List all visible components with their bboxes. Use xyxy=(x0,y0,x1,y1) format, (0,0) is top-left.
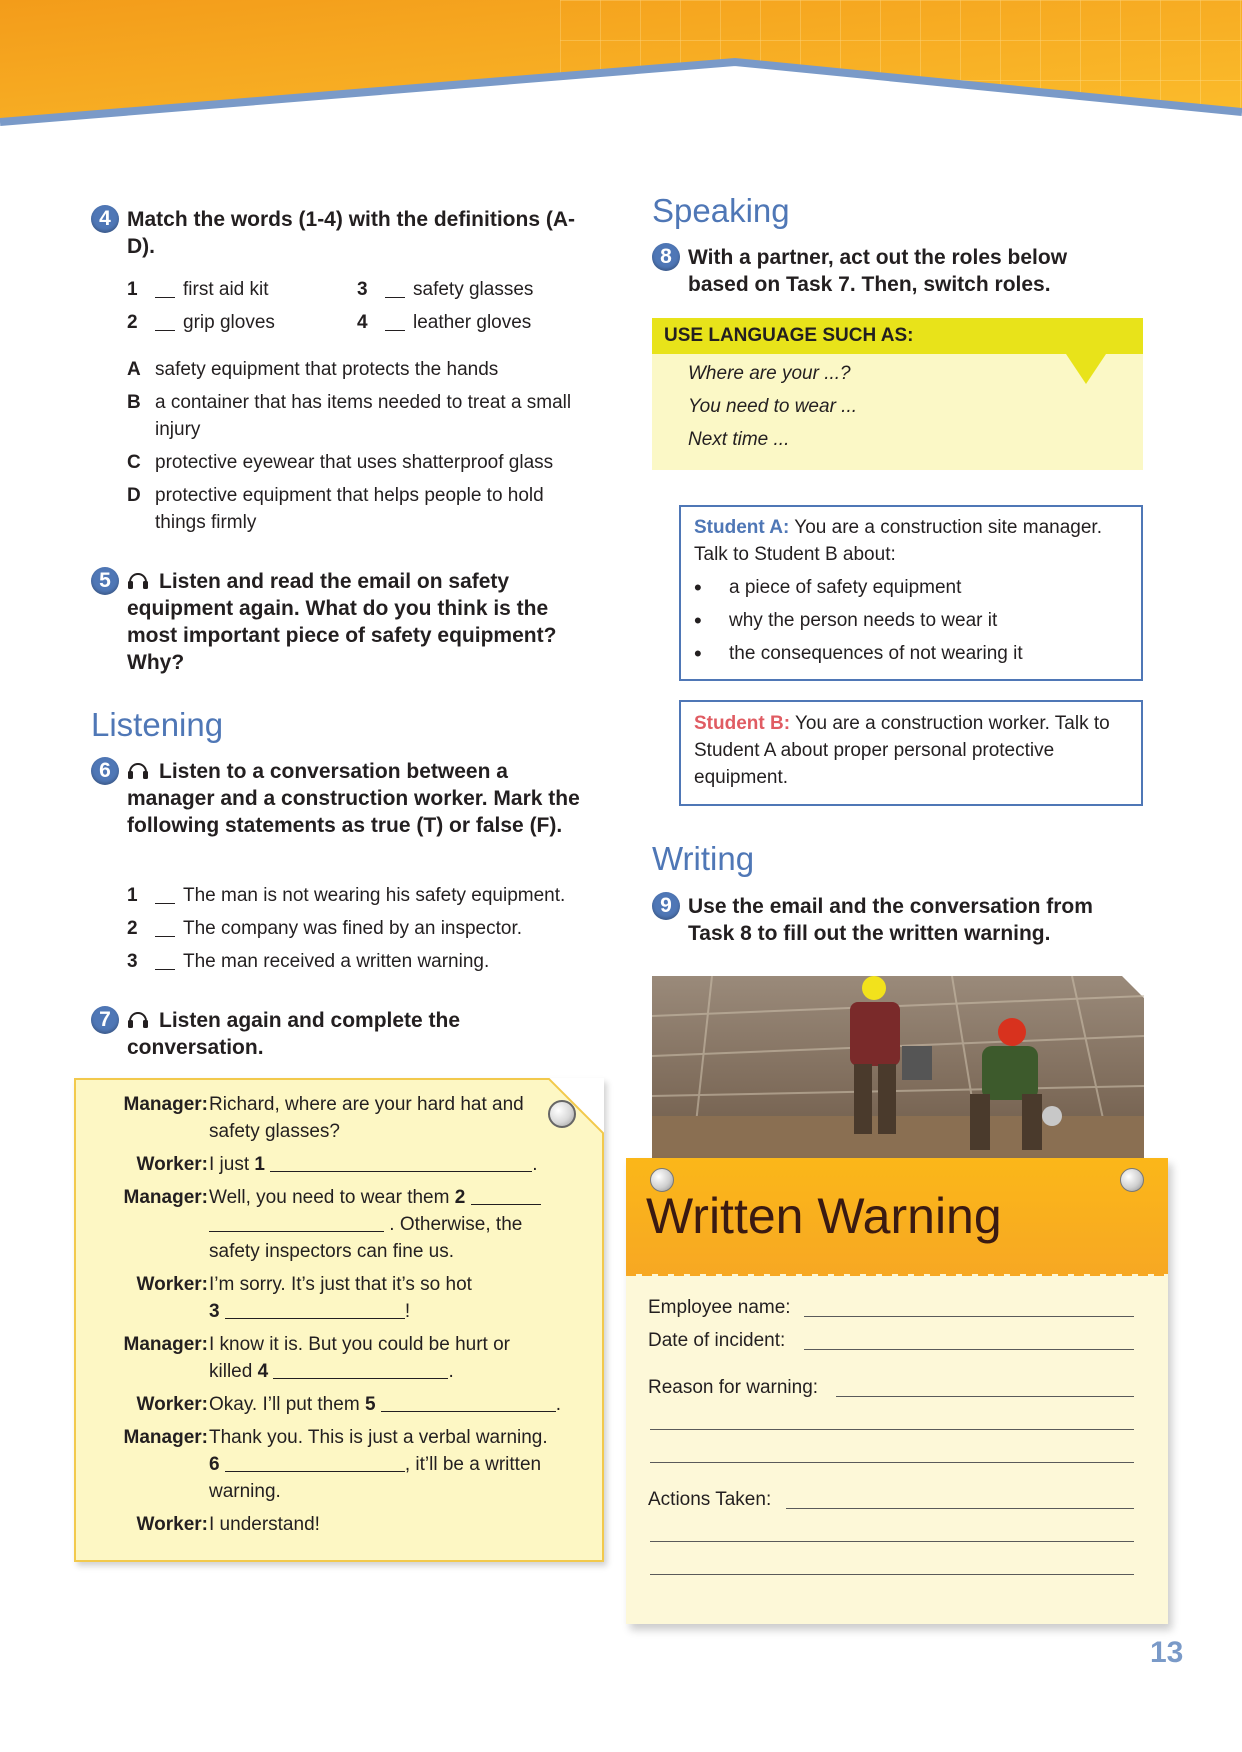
task-number-badge: 6 xyxy=(91,757,119,785)
language-phrase: Where are your ...? xyxy=(688,363,851,384)
task4-instruction: 4 Match the words (1-4) with the definitions (A-D). xyxy=(127,206,587,260)
definition-item: C protective eyewear that uses shatterproof glass xyxy=(127,452,554,473)
headphones-icon xyxy=(127,760,149,780)
task-number-badge: 5 xyxy=(91,567,119,595)
conversation-line: Worker: I’m sorry. It’s just that it’s so hot 3 ! xyxy=(136,1274,472,1322)
warning-form-title: Written Warning xyxy=(646,1188,1002,1244)
reason-line[interactable] xyxy=(836,1396,1134,1397)
section-title-speaking: Speaking xyxy=(652,192,790,229)
actions-line[interactable] xyxy=(786,1508,1134,1509)
actions-line[interactable] xyxy=(650,1541,1134,1542)
task6-instruction: 6 Listen to a conversation between a manager and a construction worker. Mark the following statements as true (T) or false (F). xyxy=(127,758,597,839)
definition-item: D protective equipment that helps people to hold things firmly xyxy=(127,485,544,533)
conversation-line: Manager: Well, you need to wear them 2 . Otherwise, the safety inspectors can fine us. xyxy=(88,1184,568,1265)
task9-instruction: 9 Use the email and the conversation from Task 8 to fill out the written warning. xyxy=(688,893,1128,947)
employee-name-label: Employee name: xyxy=(648,1297,791,1318)
definition-item: A safety equipment that protects the hands xyxy=(127,359,499,380)
section-title-writing: Writing xyxy=(652,840,755,877)
student-a-text: Student A: You are a construction site manager. Talk to Student B about: xyxy=(694,517,1102,565)
task8-instruction: 8 With a partner, act out the roles below based on Task 7. Then, switch roles. xyxy=(688,244,1128,298)
page-number: 13 xyxy=(1150,1636,1184,1669)
task-number-badge: 4 xyxy=(91,205,119,233)
statement-item: 2 The company was fined by an inspector. xyxy=(127,918,523,939)
task5-instruction: 5 Listen and read the email on safety equipment again. What do you think is the most important piece of safety equipment? Why? xyxy=(127,568,597,676)
pin-icon xyxy=(1120,1168,1144,1192)
definition-item: B a container that has items needed to treat a small injury xyxy=(127,392,572,440)
section-title-listening: Listening xyxy=(91,706,224,743)
word-item: 3 safety glasses xyxy=(357,279,534,300)
bullet-item: • why the person needs to wear it xyxy=(694,608,998,633)
perforated-edge xyxy=(626,1270,1168,1280)
actions-label: Actions Taken: xyxy=(648,1489,772,1510)
language-box-heading: USE LANGUAGE SUCH AS: xyxy=(664,325,914,346)
student-b-text: Student B: You are a construction worker. Talk to Student A about proper personal protective equipment. xyxy=(694,713,1110,788)
word-item: 2 grip gloves xyxy=(127,312,275,333)
date-of-incident-label: Date of incident: xyxy=(648,1330,786,1351)
actions-line[interactable] xyxy=(650,1574,1134,1575)
conversation-line: Worker: I just 1 . xyxy=(136,1154,538,1175)
construction-workers-photo xyxy=(652,976,1144,1160)
conversation-line: Worker: I understand! xyxy=(136,1514,320,1535)
headphones-icon xyxy=(127,570,149,590)
conversation-line: Manager: Richard, where are your hard hat and safety glasses? xyxy=(123,1094,524,1142)
date-of-incident-line[interactable] xyxy=(804,1349,1134,1350)
statement-item: 1 The man is not wearing his safety equipment. xyxy=(127,885,566,906)
task-number-badge: 8 xyxy=(652,243,680,271)
task7-instruction: 7 Listen again and complete the conversation. xyxy=(127,1007,597,1061)
reason-label: Reason for warning: xyxy=(648,1377,819,1398)
statement-item: 3 The man received a written warning. xyxy=(127,951,490,972)
reason-line[interactable] xyxy=(650,1429,1134,1430)
word-item: 1 first aid kit xyxy=(127,279,269,300)
word-item: 4 leather gloves xyxy=(357,312,532,333)
language-phrase: Next time ... xyxy=(688,429,790,450)
employee-name-line[interactable] xyxy=(804,1316,1134,1317)
speech-pointer-icon xyxy=(1066,354,1106,384)
task-number-badge: 9 xyxy=(652,892,680,920)
language-phrase: You need to wear ... xyxy=(688,396,858,417)
headphones-icon xyxy=(127,1009,149,1029)
conversation-line: Manager: I know it is. But you could be hurt or killed 4 . xyxy=(123,1334,510,1382)
reason-line[interactable] xyxy=(650,1462,1134,1463)
bullet-item: • the consequences of not wearing it xyxy=(694,641,1023,666)
top-banner xyxy=(0,0,1242,140)
conversation-line: Manager: Thank you. This is just a verbal warning. 6 , it’ll be a written warning. xyxy=(123,1427,548,1502)
task-number-badge: 7 xyxy=(91,1006,119,1034)
conversation-line: Worker: Okay. I’ll put them 5 . xyxy=(136,1394,562,1415)
bullet-item: • a piece of safety equipment xyxy=(694,575,962,600)
